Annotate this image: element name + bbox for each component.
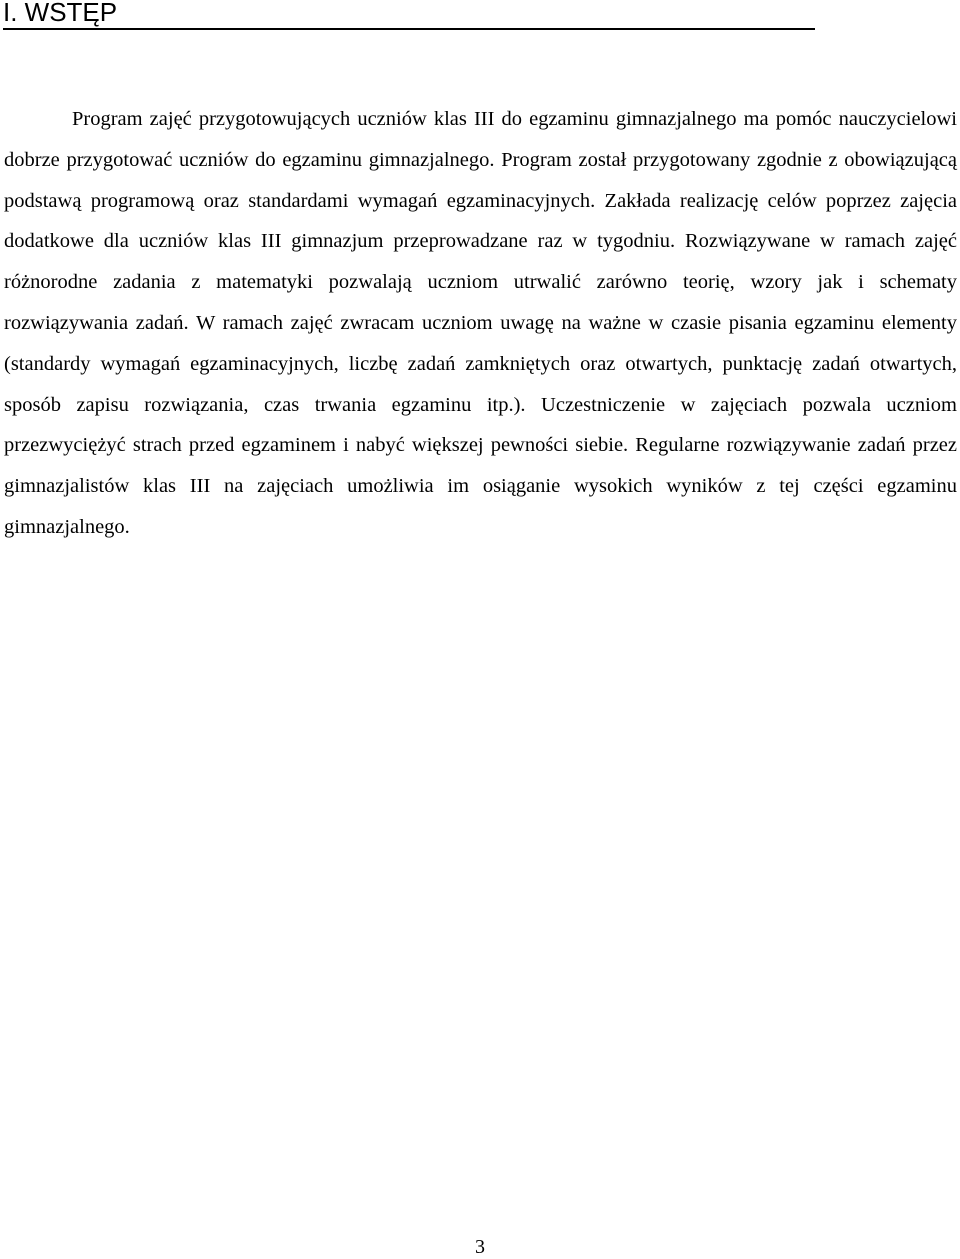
intro-paragraph: Program zajęć przygotowujących uczniów klas III do egzaminu gimnazjalnego ma pomóc nauczycielowi dobrze przygotować uczniów do egzaminu gimnazjalnego. Program został przygotowany zgodnie z obowiązującą podstawą programową oraz standardami wymagań egzaminacyjnych. Zakłada realizację celów poprzez zajęcia dodatkowe dla uczniów klas III gimnazjum przeprowadzane raz w tygodniu. Rozwiązywane w ramach zajęć różnorodne zadania z matematyki pozwalają uczniom utrwalić zarówno teorię, wzory jak i schematy rozwiązywania zadań. W ramach zajęć zwracam uczniom uwagę na ważne w czasie pisania egzaminu elementy (standardy wymagań egzaminacyjnych, liczbę zadań zamkniętych oraz otwartych, punktację zadań otwartych, sposób zapisu rozwiązania, czas trwania egzaminu itp.). Uczestniczenie w zajęciach pozwala uczniom przezwyciężyć strach przed egzaminem i nabyć większej pewności siebie. Regularne rozwiązywanie zadań przez gimnazjalistów klas III na zajęciach umożliwia im osiąganie wysokich wyników z tej części egzaminu gimnazjalnego.	[4, 108, 957, 538]
section-heading: I. WSTĘP	[3, 0, 815, 30]
page-number: 3	[475, 1236, 485, 1258]
